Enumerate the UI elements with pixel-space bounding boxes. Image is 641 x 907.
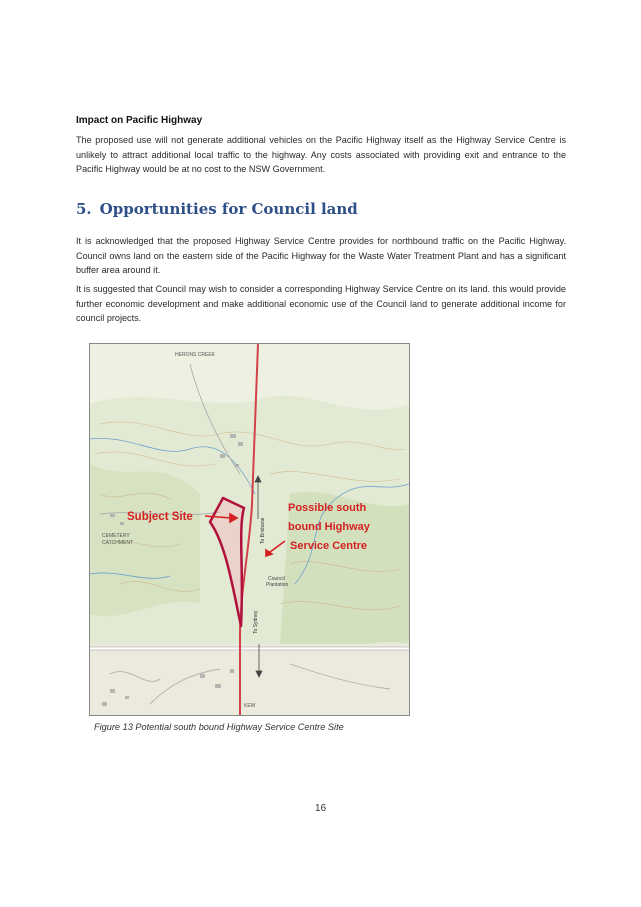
location-map xyxy=(89,343,410,716)
annotation-possible-2: bound Highway xyxy=(288,521,370,533)
section-title: Opportunities for Council land xyxy=(99,200,358,218)
annotation-possible-1: Possible south xyxy=(288,502,367,514)
map-label-left-1: CEMETERY xyxy=(102,533,130,539)
map-label-left-2: CATCHMENT xyxy=(102,540,134,546)
map-label-council-2: Plantation xyxy=(266,582,289,588)
paragraph-suggestion: It is suggested that Council may wish to consider a corresponding Highway Service Centre on its land. this would provide further economic development and make additional economic use of the Council land to generate additional income for council projects. xyxy=(76,284,566,323)
section-heading xyxy=(76,200,358,218)
map-label-bottom: KEW xyxy=(244,703,256,709)
page-number: 16 xyxy=(314,803,327,814)
paragraph-council-land: It is acknowledged that the proposed Highway Service Centre provides for northbound traffic on the Pacific Highway. Council owns land on the eastern side of the Pacific Highway for the Waste Water Treatment Plant and has a significant buffer area around it. xyxy=(76,236,566,275)
section-number: 5. xyxy=(76,200,92,218)
topographic-map-image xyxy=(90,344,409,715)
map-label-top: HERONS CREEK xyxy=(175,352,216,358)
annotation-possible-3: Service Centre xyxy=(290,540,368,552)
annotation-subject-site: Subject Site xyxy=(127,511,193,523)
impact-paragraph: The proposed use will not generate additional vehicles on the Pacific Highway itself as the Highway Service Centre is unlikely to attract additional local traffic to the highway. Any costs associated with providing exit and entrance to the Pacific Highway would be at no cost to the NSW Government. xyxy=(76,135,566,174)
map-label-to-brisbane: To Brisbane xyxy=(260,517,266,544)
figure-caption: Figure 13 Potential south bound Highway Service Centre Site xyxy=(94,722,344,732)
map-label-council-1: Council xyxy=(268,576,285,582)
map-label-to-sydney: To Sydney xyxy=(253,610,259,634)
impact-heading: Impact on Pacific Highway xyxy=(76,115,203,126)
